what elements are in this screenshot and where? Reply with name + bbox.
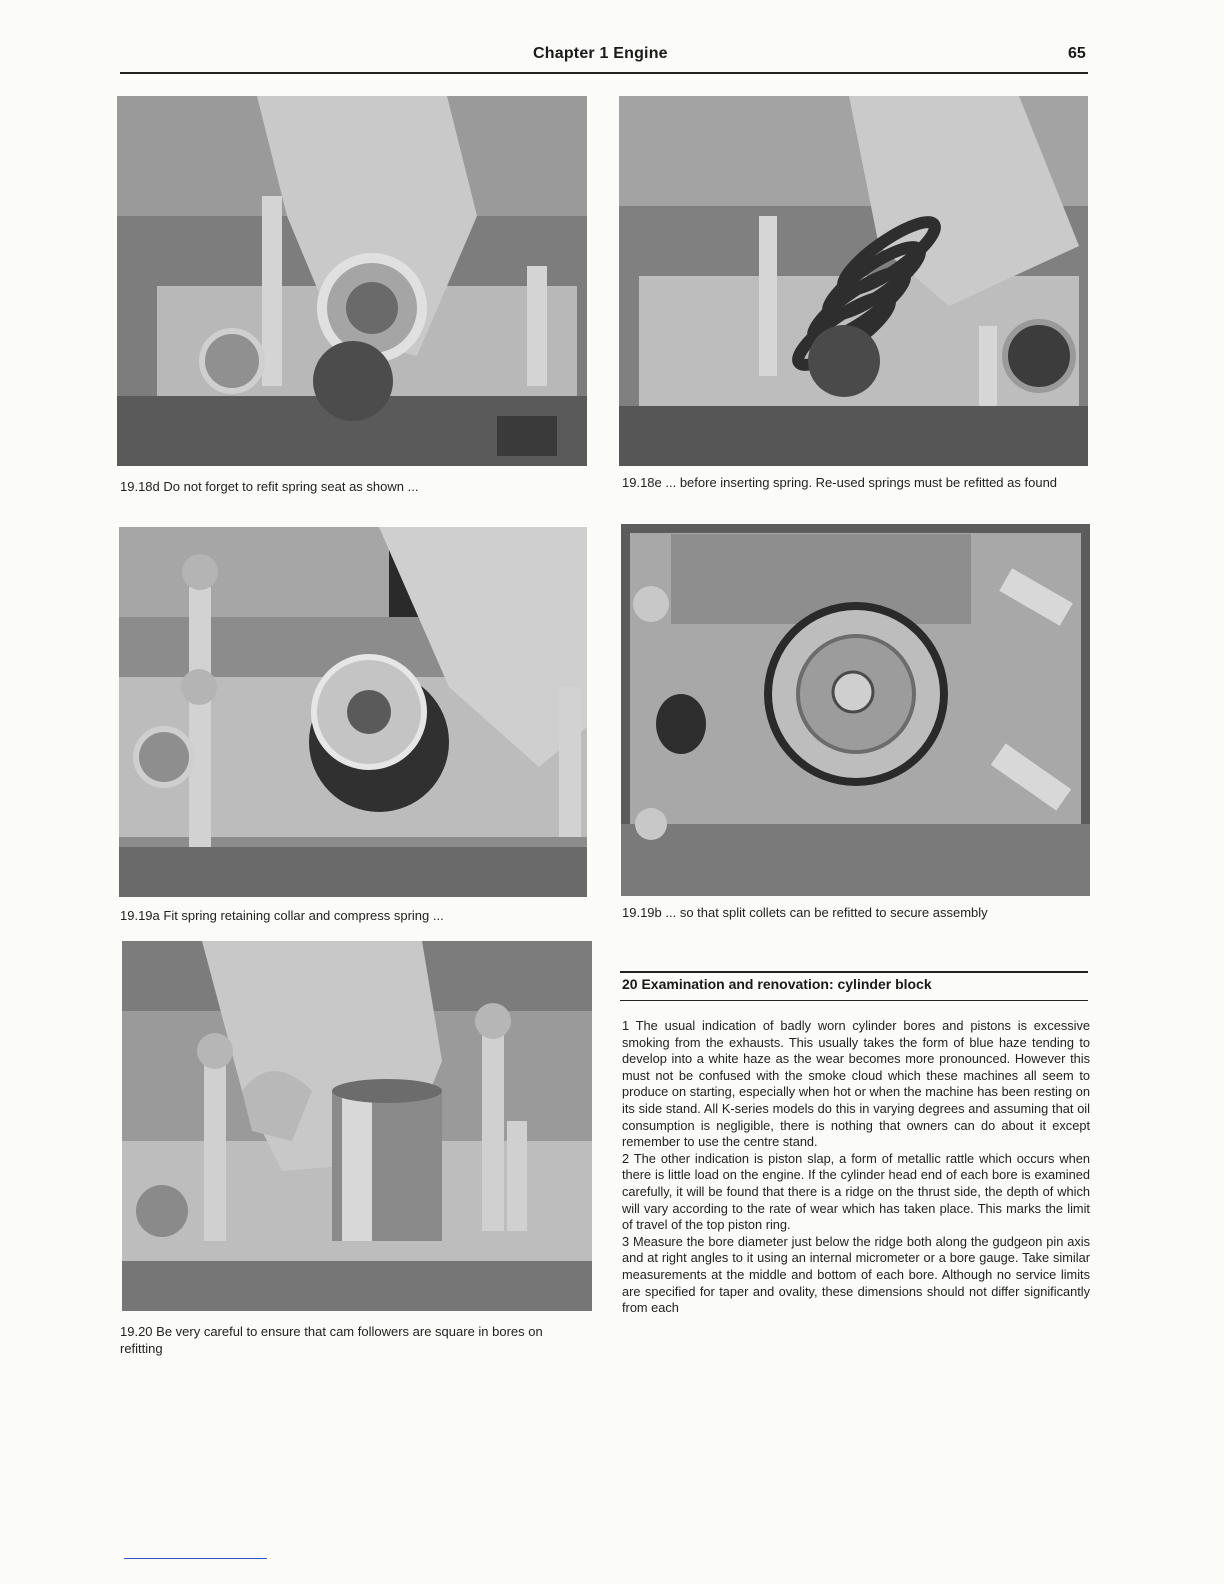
caption-19-20: 19.20 Be very careful to ensure that cam followers are square in bores on refitting bbox=[120, 1324, 543, 1356]
photo-19-19b bbox=[621, 524, 1090, 896]
page-number: 65 bbox=[1068, 45, 1086, 62]
section-body bbox=[622, 1018, 1090, 1317]
section-rule-bottom bbox=[620, 1000, 1088, 1001]
caption-19-18e: 19.18e ... before inserting spring. Re-used springs must be refitted as found bbox=[622, 475, 1058, 490]
caption-19-18d: 19.18d Do not forget to refit spring seat as shown ... bbox=[120, 479, 419, 494]
caption-19-19b: 19.19b ... so that split collets can be refitted to secure assembly bbox=[622, 905, 988, 920]
photo-19-19a bbox=[119, 527, 587, 897]
section-rule-top bbox=[620, 971, 1088, 973]
paragraph-1: 1 The usual indication of badly worn cylinder bores and pistons is excessive smoking from the exhausts. This usually takes the form of blue haze tending to develop into a white haze as the wear becomes more pronounced. However this must not be confused with the smoke cloud which these machines all seem to produce on starting, especially when hot or when the machine has been resting on its side stand. All K-series models do this in varying degrees and assuming that oil consumption is negligible, there is nothing that owners can do about it except remember to use the centre stand. bbox=[622, 1018, 1090, 1150]
photo-19-20 bbox=[122, 941, 592, 1311]
photo-19-18d bbox=[117, 96, 587, 466]
paragraph-3: 3 Measure the bore diameter just below the ridge both along the gudgeon pin axis and at right angles to it using an internal micrometer or a bore gauge. Take similar measurements at the middle and bottom of each bore. Although no service limits are specified for taper and ovality, these dimensions should not differ significantly from each bbox=[622, 1233, 1090, 1316]
photo-19-18e bbox=[619, 96, 1088, 466]
section-heading: 20 Examination and renovation: cylinder block bbox=[622, 976, 932, 992]
caption-19-19a: 19.19a Fit spring retaining collar and compress spring ... bbox=[120, 908, 444, 923]
chapter-title: Chapter 1 Engine bbox=[533, 45, 668, 62]
footnote-rule bbox=[124, 1558, 267, 1559]
header-rule bbox=[120, 72, 1088, 74]
paragraph-2: 2 The other indication is piston slap, a form of metallic rattle which occurs when there is little load on the engine. If the cylinder head end of each bore is examined carefully, it will be found that there is a ridge on the thrust side, the depth of which will vary according to the rate of wear which has taken place. This marks the limit of travel of the top piston ring. bbox=[622, 1150, 1090, 1233]
